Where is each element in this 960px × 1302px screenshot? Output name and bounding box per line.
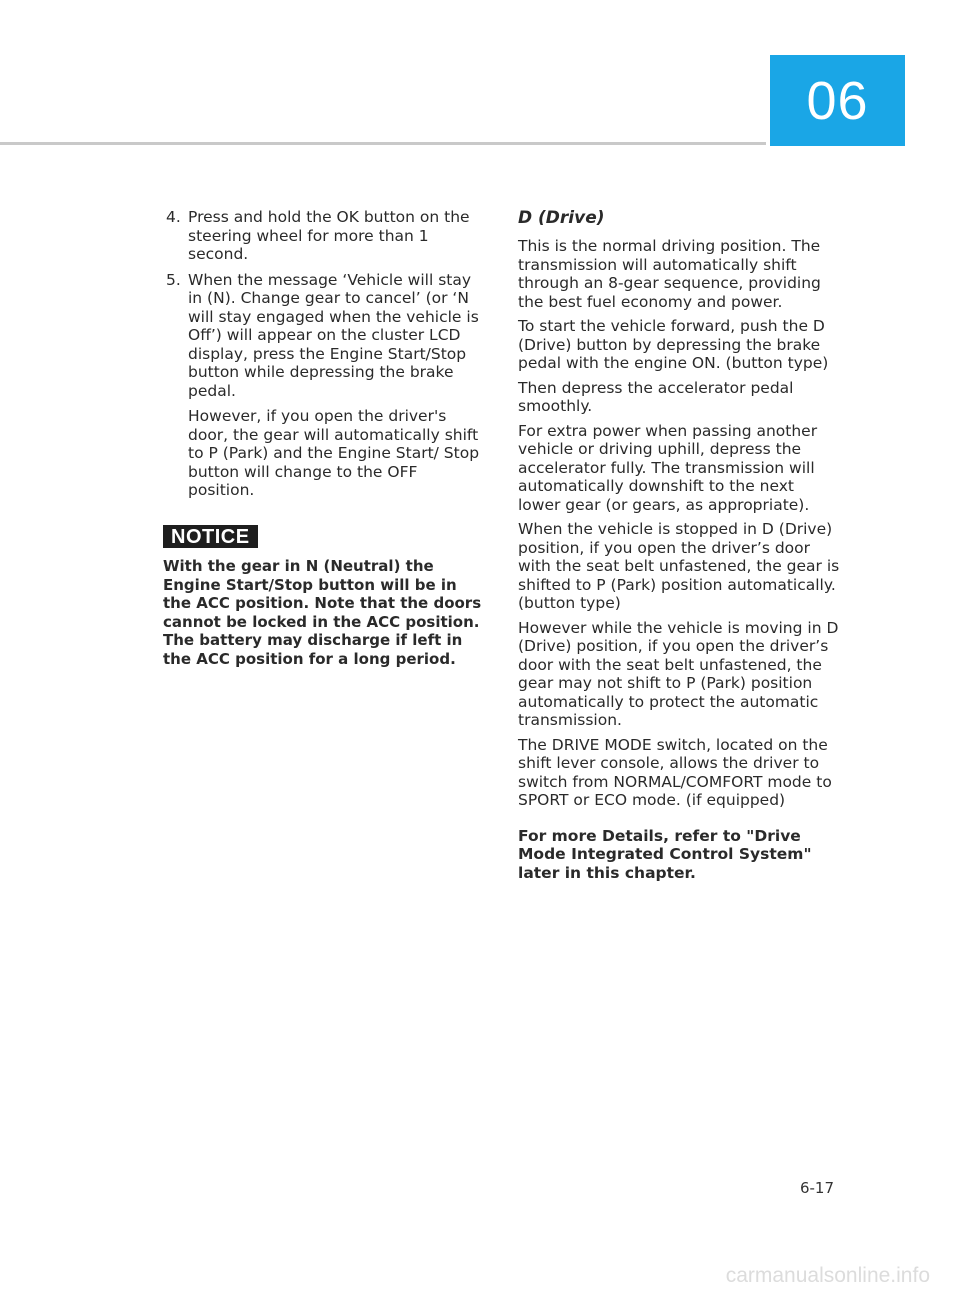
notice-label: NOTICE [163,525,258,549]
section-heading: D (Drive) [518,208,605,228]
step-text: When the message ‘Vehicle will stay in (N). Change gear to cancel’ (or ‘N will stay engaged when the vehicle is Off’) will appear on the cluster LCD display, press the Engine Start/Stop button while depressing the brake pedal. [188,270,479,400]
step-number: 4. [166,208,181,226]
reference-note: For more Details, refer to "Drive Mode Integrated Control System" later in this chapter. [518,826,812,882]
chapter-number: 06 [806,70,869,131]
step-text: Press and hold the OK button on the steering wheel for more than 1 second. [188,208,470,263]
chapter-tab [770,55,905,146]
body-paragraph: When the vehicle is stopped in D (Drive) position, if you open the driver’s door with the seat belt unfastened, the gear is shifted to P (Park) position automatically. (button type) [518,520,840,612]
step-item [163,271,488,500]
body-paragraph: Then depress the accelerator pedal smoothly. [518,378,794,415]
step-text: However, if you open the driver's door, the gear will automatically shift to P (Park) and the Engine Start/ Stop button will change to the OFF position. [188,407,480,499]
notice-text: With the gear in N (Neutral) the Engine Start/Stop button will be in the ACC position. Note that the doors cannot be locked in the ACC position. The battery may discharge if left in the ACC position for a long period. [163,557,482,668]
body-paragraph: However while the vehicle is moving in D (Drive) position, if you open the driver’s door with the seat belt unfastened, the gear may not shift to P (Park) position automatically to protect the automatic transmission. [518,618,839,729]
body-paragraph: This is the normal driving position. The transmission will automatically shift through an 8-gear sequence, providing the best fuel economy and power. [518,237,821,311]
left-column [163,208,488,668]
body-paragraph: The DRIVE MODE switch, located on the shift lever console, allows the driver to switch from NORMAL/COMFORT mode to SPORT or ECO mode. (if equipped) [518,735,832,809]
body-paragraph: To start the vehicle forward, push the D (Drive) button by depressing the brake pedal with the engine ON. (button type) [518,317,829,372]
body-paragraph: For extra power when passing another vehicle or driving uphill, depress the accelerator fully. The transmission will automatically downshift to the next lower gear (or gears, as appropriate). [518,421,818,514]
step-item [163,208,488,264]
page-number: 6-17 [799,1179,834,1197]
step-number: 5. [166,270,181,289]
numbered-steps [163,208,488,500]
header-rule [0,142,766,145]
right-column [518,208,840,882]
watermark: carmanualsonline.info [725,1264,930,1287]
